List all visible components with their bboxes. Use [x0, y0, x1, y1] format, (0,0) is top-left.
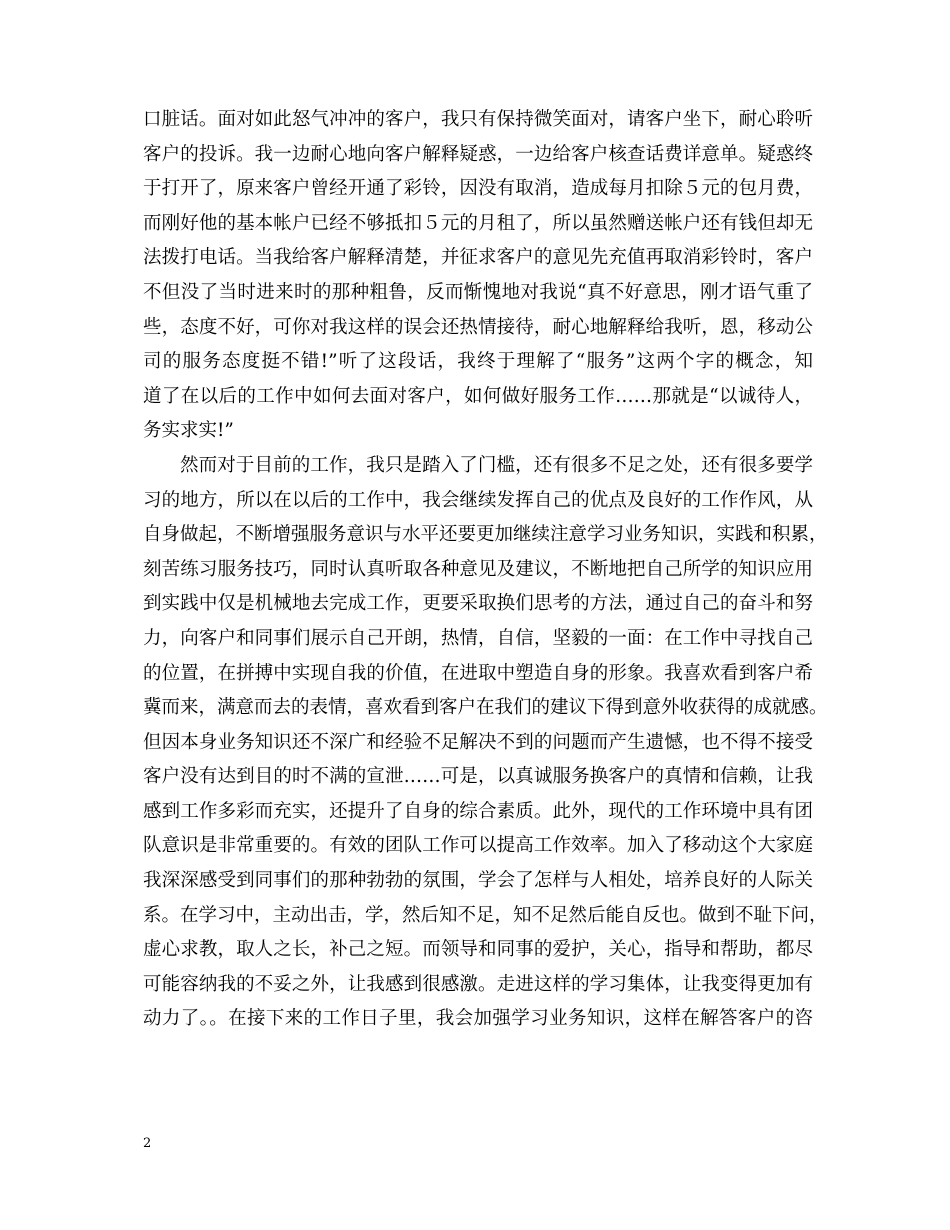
text-line: 客户的投诉。我一边耐心地向客户解释疑惑，一边给客户核查话费详意单。疑惑终: [143, 143, 813, 165]
text-line: 口脏话。面对如此怒气冲冲的客户，我只有保持微笑面对，请客户坐下，耐心聆听: [143, 109, 813, 130]
text-line: 务实求实!”: [143, 420, 234, 442]
text-line: 可能容纳我的不妥之外，让我感到很感激。走进这样的学习集体，让我变得更加有: [143, 973, 813, 995]
text-line: 不但没了当时进来时的那种粗鲁，反而惭愧地对我说“真不好意思，刚才语气重了: [143, 281, 813, 303]
text-line: 而刚好他的基本帐户已经不够抵扣５元的月租了，所以虽然赠送帐户还有钱但却无: [143, 212, 813, 234]
text-line: 冀而来，满意而去的表情，喜欢看到客户在我们的建议下得到意外收获得的成就感。: [143, 697, 828, 719]
text-line: 我深深感受到同事们的那种勃勃的氛围，学会了怎样与人相处，培养良好的人际关: [143, 870, 813, 892]
text-line: 自身做起，不断增强服务意识与水平还要更加继续注意学习业务知识，实践和积累，: [143, 524, 828, 546]
text-line: 队意识是非常重要的。有效的团队工作可以提高工作效率。加入了移动这个大家庭: [143, 835, 813, 857]
page-number: 2: [143, 1136, 152, 1151]
text-line: 道了在以后的工作中如何去面对客户，如何做好服务工作……那就是“以诚待人，: [143, 385, 813, 407]
text-line: 刻苦练习服务技巧，同时认真听取各种意见及建议，不断地把自己所学的知识应用: [143, 558, 813, 580]
text-line: 到实践中仅是机械地去完成工作，更要采取换们思考的方法，通过自己的奋斗和努: [143, 593, 813, 615]
text-line: 习的地方，所以在以后的工作中，我会继续发挥自己的优点及良好的工作作风，从: [143, 489, 813, 511]
text-line: 虚心求教，取人之长，补己之短。而领导和同事的爱护，关心，指导和帮助，都尽: [143, 939, 813, 961]
text-line: 于打开了，原来客户曾经开通了彩铃，因没有取消，造成每月扣除５元的包月费，: [143, 178, 813, 200]
document-body: [143, 103, 828, 1037]
text-line: 的位置，在拼搏中实现自我的价值，在进取中塑造自身的形象。我喜欢看到客户希: [143, 662, 813, 684]
text-line: 动力了。。在接下来的工作日子里，我会加强学习业务知识，这样在解答客户的咨: [143, 1008, 813, 1030]
text-line: 司的服务态度挺不错!”听了这段话，我终于理解了“服务”这两个字的概念，知: [143, 351, 813, 373]
text-line: 些，态度不好，可你对我这样的误会还热情接待，耐心地解释给我听，恩，移动公: [143, 316, 813, 338]
text-line: 力，向客户和同事们展示自己开朗，热情，自信，坚毅的一面：在工作中寻找自己: [143, 627, 813, 649]
text-line: 客户没有达到目的时不满的宣泄……可是，以真诚服务换客户的真情和信赖，让我: [143, 766, 813, 788]
text-line: 感到工作多彩而充实，还提升了自身的综合素质。此外，现代的工作环境中具有团: [143, 800, 813, 822]
text-line: 系。在学习中，主动出击，学，然后知不足，知不足然后能自反也。做到不耻下问，: [143, 904, 828, 926]
text-line: 但因本身业务知识还不深广和经验不足解决不到的问题而产生遗憾，也不得不接受: [143, 731, 813, 753]
text-line: 法拨打电话。当我给客户解释清楚，并征求客户的意见先充值再取消彩铃时，客户: [143, 247, 813, 269]
text-line: 然而对于目前的工作，我只是踏入了门槛，还有很多不足之处，还有很多要学: [180, 454, 813, 476]
